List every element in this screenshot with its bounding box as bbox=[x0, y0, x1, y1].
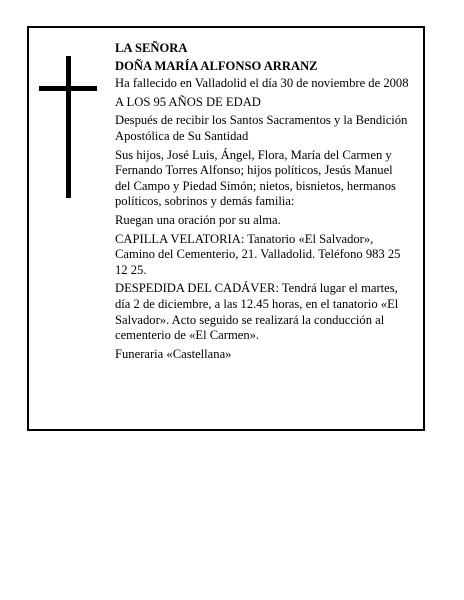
chapel-info: CAPILLA VELATORIA: Tanatorio «El Salvador», Camino del Cementerio, 21. Valladolid. Teléfono 983 25 12 25. bbox=[115, 231, 401, 277]
notice-heading: LA SEÑORA bbox=[115, 41, 188, 55]
sacraments-statement: Después de recibir los Santos Sacramentos y la Bendición Apostólica de Su Santidad bbox=[115, 113, 408, 143]
farewell-info: DESPEDIDA DEL CADÁVER: Tendrá lugar el martes, día 2 de diciembre, a las 12.45 horas, en el tanatorio «El Salvador». Acto seguido se realizará la conducción al cementerio de «El Carmen». bbox=[115, 281, 399, 343]
prayer-request: Ruegan una oración por su alma. bbox=[115, 212, 281, 227]
age-statement: A LOS 95 AÑOS DE EDAD bbox=[115, 94, 261, 109]
obituary-notice bbox=[27, 26, 425, 431]
family-list: Sus hijos, José Luis, Ángel, Flora, María del Carmen y Fernando Torres Alfonso; hijos políticos, Jesús Manuel del Campo y Piedad Simón; nietos, bisnietos, hermanos políticos, sobrinos y demás familia: bbox=[115, 147, 396, 209]
deceased-name: DOÑA MARÍA ALFONSO ARRANZ bbox=[115, 58, 318, 73]
death-statement: Ha fallecido en Valladolid el día 30 de noviembre de 2008 bbox=[115, 76, 409, 91]
notice-text bbox=[115, 41, 411, 365]
cross-horizontal-bar bbox=[39, 86, 97, 91]
funeral-home: Funeraria «Castellana» bbox=[115, 346, 232, 361]
cross-icon bbox=[39, 56, 97, 198]
cross-vertical-bar bbox=[66, 56, 71, 198]
